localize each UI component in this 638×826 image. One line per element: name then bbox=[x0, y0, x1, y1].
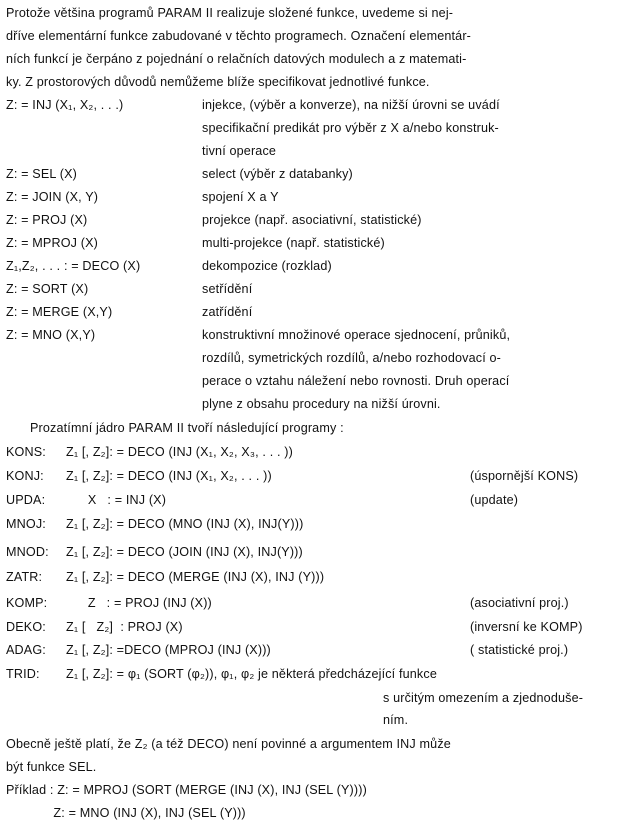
program-row-adag bbox=[0, 643, 638, 665]
program-row-upda bbox=[0, 493, 638, 515]
function-row-sel bbox=[0, 167, 638, 189]
intro-line: ky. Z prostorových důvodů nemůžeme blíže specifikovat jednotlivé funkce. bbox=[6, 75, 430, 89]
program-formula: Z₁ [, Z₂]: = DECO (MNO (INJ (X), INJ(Y))) bbox=[66, 517, 304, 531]
function-row-mno bbox=[0, 328, 638, 350]
function-signature: Z: = INJ (X₁, X₂, . . .) bbox=[6, 98, 124, 112]
program-row-deko bbox=[0, 620, 638, 642]
function-description: injekce, (výběr a konverze), na nižší úrovni se uvádí bbox=[202, 98, 500, 112]
function-row-deco bbox=[0, 259, 638, 281]
function-description: setřídění bbox=[202, 282, 253, 296]
program-name: TRID: bbox=[6, 667, 40, 681]
program-description: ním. bbox=[383, 713, 409, 727]
program-name: KOMP: bbox=[6, 596, 48, 610]
function-row-mproj bbox=[0, 236, 638, 258]
function-signature: Z: = MNO (X,Y) bbox=[6, 328, 96, 342]
function-row-inj bbox=[0, 98, 638, 120]
function-row-merge bbox=[0, 305, 638, 327]
program-row-komp bbox=[0, 596, 638, 618]
function-description: perace o vztahu náležení nebo rovnosti. Druh operací bbox=[202, 374, 510, 388]
program-note: ( statistické proj.) bbox=[470, 643, 569, 657]
program-row-mnoj bbox=[0, 517, 638, 539]
function-signature: Z: = MERGE (X,Y) bbox=[6, 305, 113, 319]
function-description: rozdílů, symetrických rozdílů, a/nebo rozhodovací o- bbox=[202, 351, 501, 365]
function-description: specifikační predikát pro výběr z X a/nebo konstruk- bbox=[202, 121, 499, 135]
function-description: zatřídění bbox=[202, 305, 253, 319]
program-name: ZATR: bbox=[6, 570, 43, 584]
program-formula: Z₁ [, Z₂]: =DECO (MPROJ (INJ (X))) bbox=[66, 643, 271, 657]
program-formula: Z₁ [, Z₂]: = DECO (MERGE (INJ (X), INJ (Y))) bbox=[66, 570, 325, 584]
example-line: Příklad : Z: = MPROJ (SORT (MERGE (INJ (X), INJ (SEL (Y)))) bbox=[6, 783, 367, 797]
function-description: tivní operace bbox=[202, 144, 277, 158]
program-row-trid bbox=[0, 667, 638, 689]
intro-line: dříve elementární funkce zabudované v těchto programech. Označení elementár- bbox=[6, 29, 472, 43]
function-row-join bbox=[0, 190, 638, 212]
program-row-konj bbox=[0, 469, 638, 491]
program-formula: Z₁ [, Z₂]: = DECO (JOIN (INJ (X), INJ(Y))) bbox=[66, 545, 303, 559]
closing-line: Obecně ještě platí, že Z₂ (a též DECO) není povinné a argumentem INJ může bbox=[6, 737, 451, 751]
function-signature: Z: = SEL (X) bbox=[6, 167, 77, 181]
function-signature: Z₁,Z₂, . . . : = DECO (X) bbox=[6, 259, 141, 273]
function-description: select (výběr z databanky) bbox=[202, 167, 353, 181]
program-formula: X : = INJ (X) bbox=[66, 493, 167, 507]
program-formula: Z₁ [ Z₂] : PROJ (X) bbox=[66, 620, 183, 634]
program-name: DEKO: bbox=[6, 620, 46, 634]
program-name: KONJ: bbox=[6, 469, 44, 483]
function-row-sort bbox=[0, 282, 638, 304]
program-description: s určitým omezením a zjednoduše- bbox=[383, 691, 584, 705]
program-row-zatr bbox=[0, 570, 638, 592]
program-note: (update) bbox=[470, 493, 519, 507]
program-formula: Z₁ [, Z₂]: = φ₁ (SORT (φ₂)), φ₁, φ₂ je některá předcházející funkce bbox=[66, 667, 437, 681]
example-line: Z: = MNO (INJ (X), INJ (SEL (Y))) bbox=[6, 806, 246, 820]
intro-line: Protože většina programů PARAM II realizuje složené funkce, uvedeme si nej- bbox=[6, 6, 454, 20]
function-description: dekompozice (rozklad) bbox=[202, 259, 332, 273]
function-signature: Z: = JOIN (X, Y) bbox=[6, 190, 99, 204]
program-note: (inversní ke KOMP) bbox=[470, 620, 583, 634]
function-description: plyne z obsahu procedury na nižší úrovni. bbox=[202, 397, 441, 411]
program-formula: Z₁ [, Z₂]: = DECO (INJ (X₁, X₂, X₃, . . . )) bbox=[66, 445, 293, 459]
intro-line: ních funkcí je čerpáno z pojednání o relačních datových modulech a z matemati- bbox=[6, 52, 467, 66]
program-name: MNOJ: bbox=[6, 517, 46, 531]
programs-heading: Prozatímní jádro PARAM II tvoří následující programy : bbox=[30, 421, 344, 435]
function-signature: Z: = PROJ (X) bbox=[6, 213, 88, 227]
function-description: projekce (např. asociativní, statistické) bbox=[202, 213, 422, 227]
program-name: ADAG: bbox=[6, 643, 46, 657]
function-description: konstruktivní množinové operace sjednocení, průniků, bbox=[202, 328, 511, 342]
program-note: (úspornější KONS) bbox=[470, 469, 579, 483]
program-name: KONS: bbox=[6, 445, 46, 459]
function-signature: Z: = SORT (X) bbox=[6, 282, 89, 296]
program-note: (asociativní proj.) bbox=[470, 596, 569, 610]
program-name: UPDA: bbox=[6, 493, 46, 507]
program-name: MNOD: bbox=[6, 545, 49, 559]
program-formula: Z : = PROJ (INJ (X)) bbox=[66, 596, 212, 610]
program-row-mnod bbox=[0, 545, 638, 567]
function-description: multi-projekce (např. statistické) bbox=[202, 236, 385, 250]
closing-line: být funkce SEL. bbox=[6, 760, 97, 774]
function-description: spojení X a Y bbox=[202, 190, 279, 204]
function-signature: Z: = MPROJ (X) bbox=[6, 236, 99, 250]
program-formula: Z₁ [, Z₂]: = DECO (INJ (X₁, X₂, . . . )) bbox=[66, 469, 272, 483]
function-row-proj bbox=[0, 213, 638, 235]
program-row-kons bbox=[0, 445, 638, 467]
